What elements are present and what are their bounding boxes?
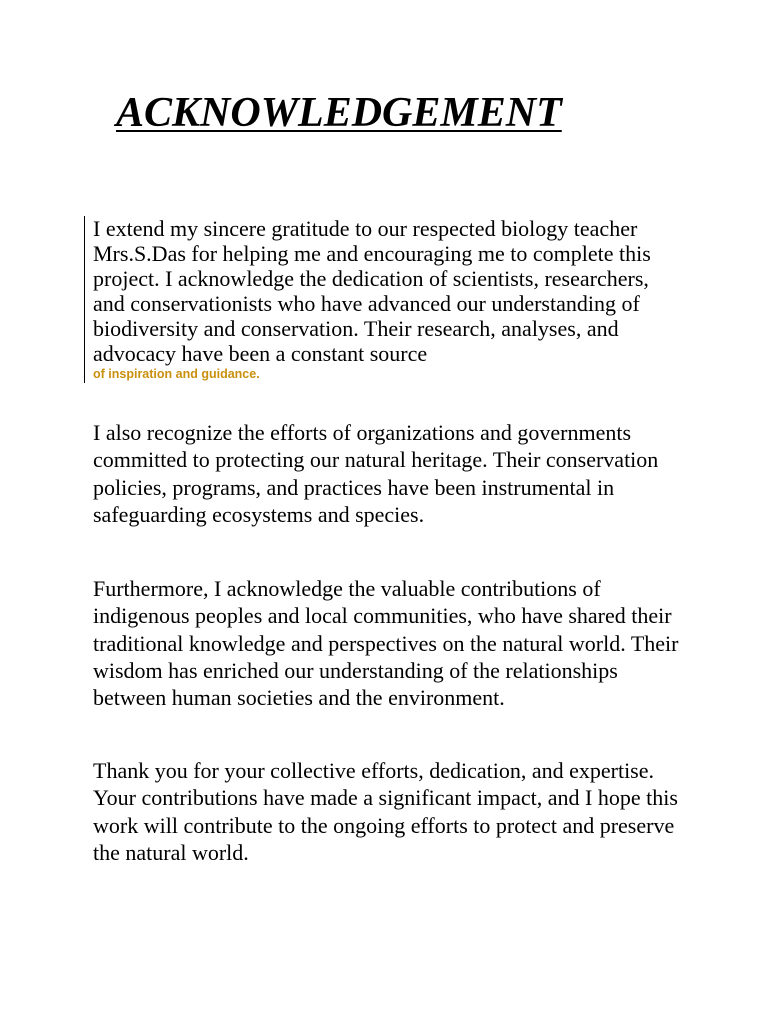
paragraph-gratitude-text: I extend my sincere gratitude to our respected biology teacher Mrs.S.Das for helping me and encouraging me to complete this project. I acknowledge the dedication of scientists, researchers, and conservationists who have advanced our understanding of biodiversity and conservation. Their research, analyses, and advocacy have been a constant source <box>93 216 651 366</box>
paragraph-thanks: Thank you for your collective efforts, dedication, and expertise. Your contributions have made a significant impact, and I hope this work will contribute to the ongoing efforts to protect and preserve the natural world. <box>93 758 678 865</box>
page-title: ACKNOWLEDGEMENT <box>116 90 562 136</box>
paragraph-organizations: I also recognize the efforts of organizations and governments committed to protecting our natural heritage. Their conservation policies, programs, and practices have been instrumental in safeguarding ecosystems and species. <box>93 420 659 527</box>
paragraph-indigenous: Furthermore, I acknowledge the valuable contributions of indigenous peoples and local communities, who have shared their traditional knowledge and perspectives on the natural world. Their wisdom has enriched our understanding of the relationships between human societies and the environment. <box>93 576 679 711</box>
paragraph-gratitude <box>93 216 683 383</box>
paragraph-gratitude-tail: of inspiration and guidance. <box>93 367 260 381</box>
change-bar <box>84 216 85 383</box>
